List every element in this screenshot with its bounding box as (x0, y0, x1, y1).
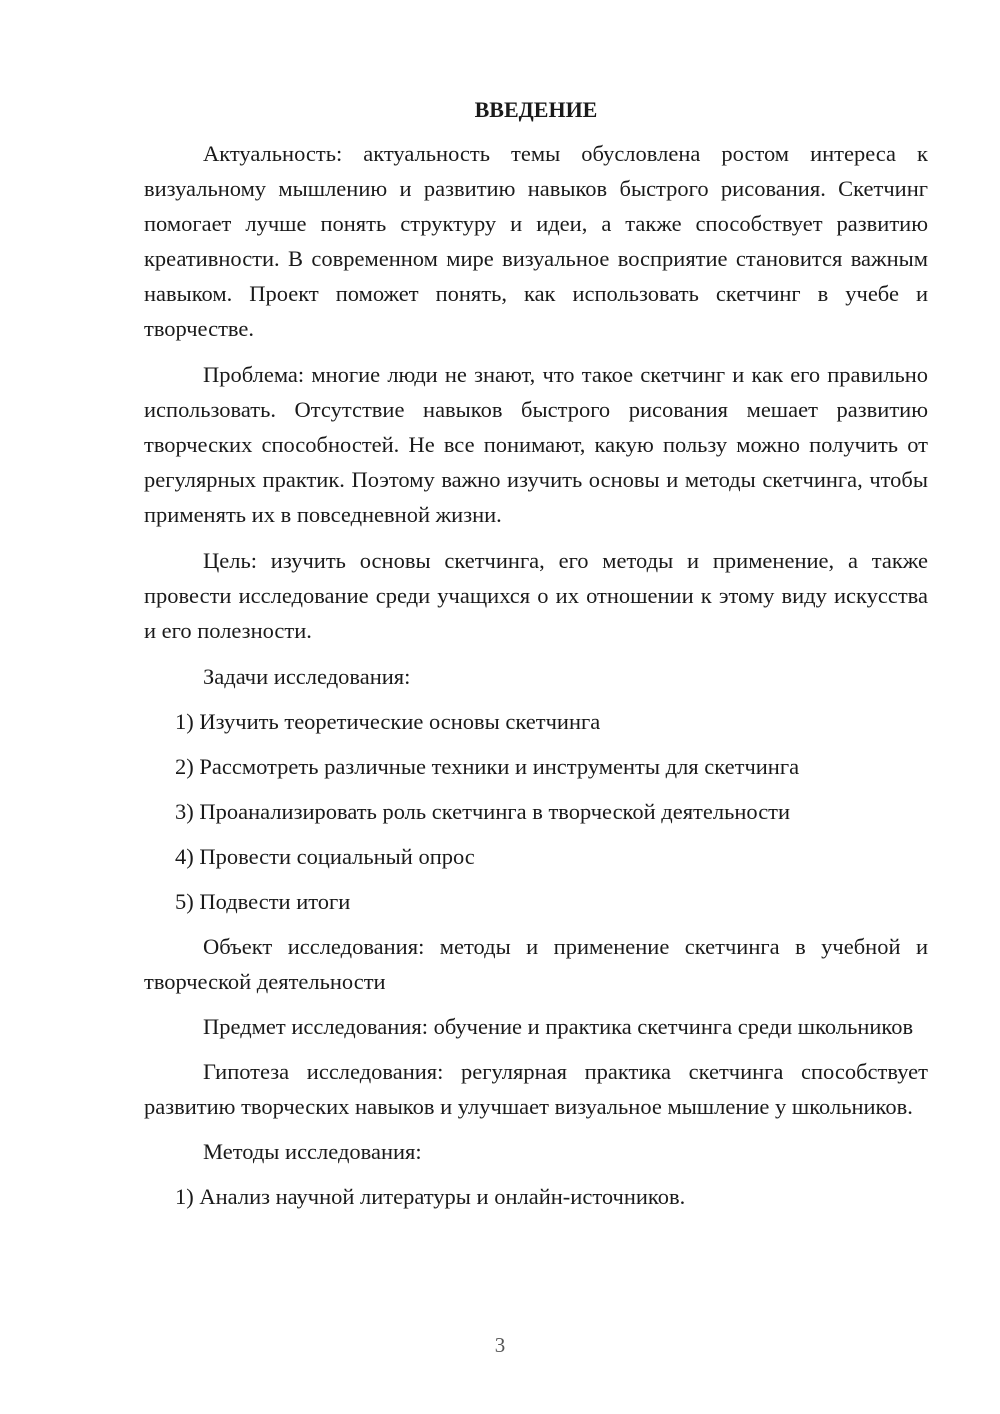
method-item: 1) Анализ научной литературы и онлайн-источников. (175, 1184, 686, 1209)
task-item: 3) Проанализировать роль скетчинга в творческой деятельности (175, 799, 791, 824)
task-item: 4) Провести социальный опрос (175, 844, 475, 869)
paragraph-subject: Предмет исследования: обучение и практика скетчинга среди школьников (203, 1014, 914, 1039)
paragraph-hypothesis: Гипотеза исследования: регулярная практика скетчинга способствует развитию творческих навыков и улучшает визуальное мышление у школьников. (144, 1059, 928, 1119)
tasks-heading: Задачи исследования: (203, 664, 411, 689)
paragraph-problem: Проблема: многие люди не знают, что такое скетчинг и как его правильно использовать. Отсутствие навыков быстрого рисования мешает развитию творческих способностей. Не все понимают, какую пользу можно получить от регулярных практик. Поэтому важно изучить основы и методы скетчинга, чтобы применять их в повседневной жизни. (144, 362, 928, 527)
methods-heading: Методы исследования: (203, 1139, 422, 1164)
task-item: 5) Подвести итоги (175, 889, 351, 914)
paragraph-object: Объект исследования: методы и применение скетчинга в учебной и творческой деятельности (144, 934, 928, 994)
paragraph-goal: Цель: изучить основы скетчинга, его методы и применение, а также провести исследование среди учащихся о их отношении к этому виду искусства и его полезности. (144, 548, 928, 643)
task-item: 2) Рассмотреть различные техники и инструменты для скетчинга (175, 754, 800, 779)
page-number: 3 (494, 1333, 506, 1357)
task-item: 1) Изучить теоретические основы скетчинга (175, 709, 601, 734)
paragraph-relevance: Актуальность: актуальность темы обусловлена ростом интереса к визуальному мышлению и развитию навыков быстрого рисования. Скетчинг помогает лучше понять структуру и идеи, а также способствует развитию креативности. В современном мире визуальное восприятие становится важным навыком. Проект поможет понять, как использовать скетчинг в учебе и творчестве. (144, 141, 928, 341)
page-title: ВВЕДЕНИЕ (474, 97, 598, 122)
document-page (144, 92, 928, 1224)
